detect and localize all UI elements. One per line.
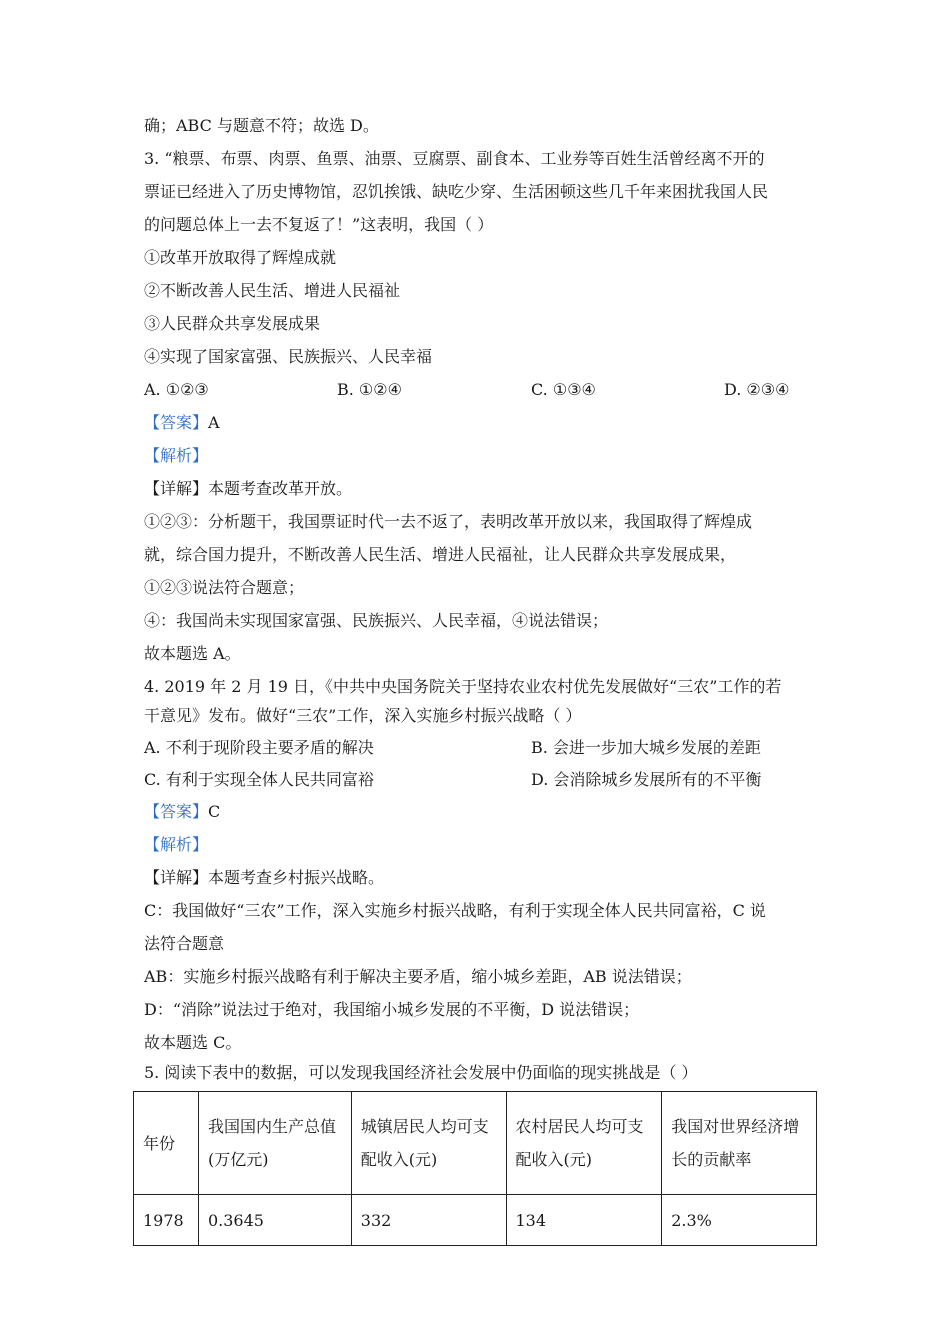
data-table	[133, 1091, 817, 1246]
explanation-line: C：我国做好“三农”工作，深入实施乡村振兴战略，有利于实现全体人民共同富裕，C 说	[144, 901, 766, 920]
question-3-statement: ③人民群众共享发展成果	[144, 314, 321, 333]
question-4-option-a: A. 不利于现阶段主要矛盾的解决	[144, 738, 374, 757]
question-4-option-d: D. 会消除城乡发展所有的不平衡	[531, 770, 762, 789]
question-3-stem: 3. “粮票、布票、肉票、鱼票、油票、豆腐票、副食本、工业券等百姓生活曾经离不开的	[144, 149, 765, 168]
detail-tag: 【详解】	[144, 479, 209, 498]
question-3-answer	[144, 413, 220, 433]
answer-tag: 【答案】	[144, 802, 209, 821]
table-header-cell: 农村居民人均可支配收入(元)	[506, 1092, 662, 1195]
explanation-line: ④：我国尚未实现国家富强、民族振兴、人民幸福，④说法错误；	[144, 611, 609, 630]
table-cell: 0.3645	[198, 1195, 351, 1246]
detail-tag: 【详解】	[144, 868, 209, 887]
question-4-option-b: B. 会进一步加大城乡发展的差距	[531, 738, 761, 757]
explanation-line: D：“消除”说法过于绝对，我国缩小城乡发展的不平衡，D 说法错误；	[144, 1000, 640, 1019]
explanation-line: 就，综合国力提升，不断改善人民生活、增进人民福祉，让人民群众共享发展成果，	[144, 545, 737, 564]
question-4-option-c: C. 有利于实现全体人民共同富裕	[144, 770, 374, 789]
explanation-line: ①②③：分析题干，我国票证时代一去不返了，表明改革开放以来，我国取得了辉煌成	[144, 512, 753, 531]
explanation-line: 故本题选 C。	[144, 1033, 242, 1052]
question-4-stem: 干意见》发布。做好“三农”工作，深入实施乡村振兴战略（ ）	[144, 706, 582, 725]
question-3-option-d: D. ②③④	[724, 380, 790, 399]
question-5-stem: 5. 阅读下表中的数据，可以发现我国经济社会发展中仍面临的现实挑战是（ ）	[144, 1063, 698, 1082]
question-3-option-a: A. ①②③	[144, 380, 209, 399]
table-header-cell: 我国国内生产总值(万亿元)	[198, 1092, 351, 1195]
question-4-detail	[144, 868, 384, 888]
table-cell: 332	[351, 1195, 506, 1246]
answer-value: A	[208, 413, 220, 432]
table-cell: 1978	[134, 1195, 199, 1246]
table-header-row	[134, 1092, 817, 1195]
table-header-cell: 城镇居民人均可支配收入(元)	[351, 1092, 506, 1195]
question-3-stem: 票证已经进入了历史博物馆，忍饥挨饿、缺吃少穿、生活困顿这些几千年来困扰我国人民	[144, 182, 769, 201]
table-header-cell: 年份	[134, 1092, 199, 1195]
explanation-line: AB：实施乡村振兴战略有利于解决主要矛盾，缩小城乡差距，AB 说法错误；	[144, 967, 692, 986]
detail-text: 本题考查改革开放。	[208, 479, 353, 498]
question-4-stem: 4. 2019 年 2 月 19 日，《中共中央国务院关于坚持农业农村优先发展做好“三农”工作的若	[144, 677, 782, 696]
question-3-stem: 的问题总体上一去不复返了！”这表明，我国（ ）	[144, 215, 494, 234]
analysis-tag: 【解析】	[144, 446, 209, 465]
question-3-statement: ④实现了国家富强、民族振兴、人民幸福	[144, 347, 433, 366]
question-4-answer	[144, 802, 220, 822]
question-3-option-c: C. ①③④	[531, 380, 596, 399]
question-3-detail	[144, 479, 352, 499]
explanation-line: 故本题选 A。	[144, 644, 241, 663]
table-cell: 134	[506, 1195, 662, 1246]
table-header-cell: 我国对世界经济增长的贡献率	[662, 1092, 817, 1195]
explanation-line: ①②③说法符合题意；	[144, 578, 305, 597]
question-3-option-b: B. ①②④	[337, 380, 402, 399]
table-row	[134, 1195, 817, 1246]
detail-text: 本题考查乡村振兴战略。	[208, 868, 385, 887]
question-3-statement: ②不断改善人民生活、增进人民福祉	[144, 281, 401, 300]
explanation-line: 法符合题意	[144, 934, 225, 953]
analysis-tag: 【解析】	[144, 835, 209, 854]
text-line: 确；ABC 与题意不符；故选 D。	[144, 116, 379, 135]
question-3-statement: ①改革开放取得了辉煌成就	[144, 248, 337, 267]
answer-value: C	[208, 802, 221, 821]
table-cell: 2.3%	[662, 1195, 817, 1246]
answer-tag: 【答案】	[144, 413, 209, 432]
